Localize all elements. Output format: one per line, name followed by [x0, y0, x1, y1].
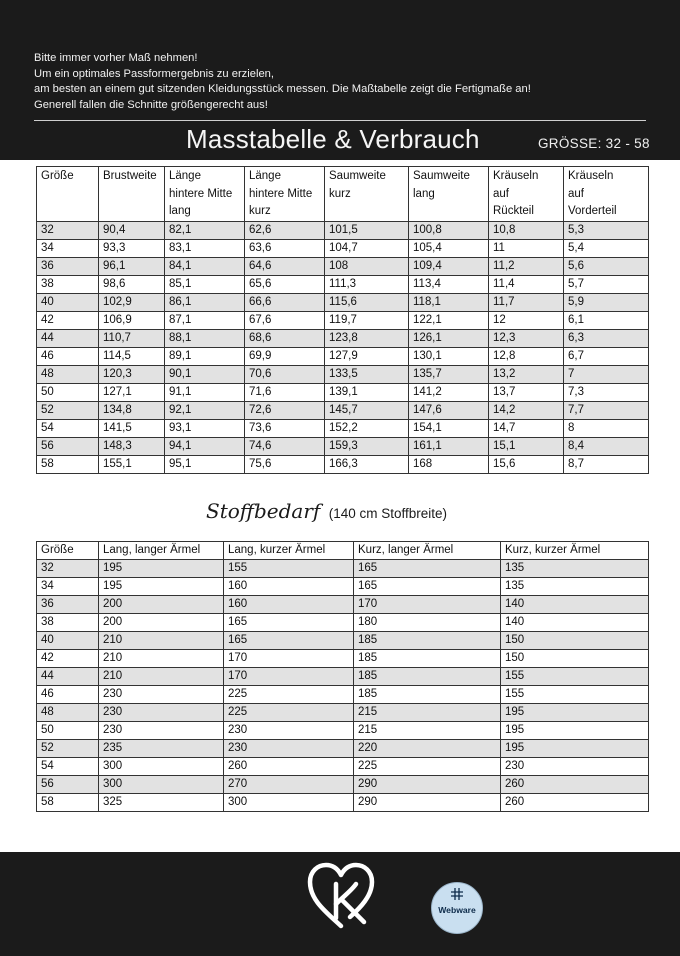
table-cell: 5,7	[564, 276, 649, 294]
table-cell: 115,6	[325, 294, 409, 312]
title-divider	[34, 120, 646, 121]
table-cell: 7	[564, 366, 649, 384]
column-header-line: Länge	[249, 170, 281, 182]
table-cell: 135	[501, 578, 649, 596]
table-row	[37, 632, 649, 650]
table-cell: 72,6	[245, 402, 325, 420]
table-row	[37, 258, 649, 276]
table-cell: 12	[489, 312, 564, 330]
table-cell: 155,1	[99, 456, 165, 474]
table-cell: 44	[37, 330, 99, 348]
table-cell: 90,4	[99, 222, 165, 240]
table-cell: 93,3	[99, 240, 165, 258]
table-cell: 95,1	[165, 456, 245, 474]
table-cell: 46	[37, 686, 99, 704]
table-cell: 165	[224, 632, 354, 650]
table-cell: 101,5	[325, 222, 409, 240]
table-cell: 8,7	[564, 456, 649, 474]
table-cell: 119,7	[325, 312, 409, 330]
table-cell: 36	[37, 596, 99, 614]
table-cell: 32	[37, 560, 99, 578]
table-cell: 170	[224, 668, 354, 686]
table-cell: 67,6	[245, 312, 325, 330]
table-cell: 48	[37, 704, 99, 722]
table-cell: 5,3	[564, 222, 649, 240]
table-row	[37, 794, 649, 812]
table-cell: 82,1	[165, 222, 245, 240]
table-cell: 62,6	[245, 222, 325, 240]
measurement-table	[36, 166, 649, 474]
table-cell: 150	[501, 632, 649, 650]
column-header	[165, 167, 245, 222]
size-range-label: GRÖSSE: 32 - 58	[538, 136, 650, 151]
table-cell: 260	[501, 794, 649, 812]
table-cell: 325	[99, 794, 224, 812]
table-cell: 127,1	[99, 384, 165, 402]
table-cell: 12,8	[489, 348, 564, 366]
fabric-table	[36, 541, 649, 812]
table-cell: 230	[224, 722, 354, 740]
table-cell: 5,9	[564, 294, 649, 312]
table-cell: 118,1	[409, 294, 489, 312]
column-header: Lang, kurzer Ärmel	[224, 542, 354, 560]
table-cell: 88,1	[165, 330, 245, 348]
table-cell: 168	[409, 456, 489, 474]
table-row	[37, 614, 649, 632]
table-cell: 105,4	[409, 240, 489, 258]
column-header-line: Brustweite	[103, 170, 157, 182]
table-cell: 34	[37, 578, 99, 596]
table-cell: 215	[354, 722, 501, 740]
table-row	[37, 312, 649, 330]
table-row	[37, 222, 649, 240]
table-cell: 145,7	[325, 402, 409, 420]
table-cell: 230	[224, 740, 354, 758]
table-cell: 210	[99, 668, 224, 686]
table-cell: 127,9	[325, 348, 409, 366]
table-row	[37, 596, 649, 614]
table-cell: 38	[37, 614, 99, 632]
table-cell: 200	[99, 614, 224, 632]
table-cell: 71,6	[245, 384, 325, 402]
table-row	[37, 722, 649, 740]
table-cell: 64,6	[245, 258, 325, 276]
table-cell: 210	[99, 650, 224, 668]
table-cell: 40	[37, 294, 99, 312]
table-row	[37, 704, 649, 722]
intro-line: am besten an einem gut sitzenden Kleidungsstück messen. Die Maßtabelle zeigt die Fertigmaße an!	[34, 83, 531, 96]
table-cell: 225	[354, 758, 501, 776]
column-header-line: auf	[568, 187, 584, 200]
table-cell: 109,4	[409, 258, 489, 276]
table-row	[37, 366, 649, 384]
table-cell: 185	[354, 650, 501, 668]
table-cell: 7,3	[564, 384, 649, 402]
table-cell: 96,1	[99, 258, 165, 276]
table-cell: 87,1	[165, 312, 245, 330]
table-cell: 32	[37, 222, 99, 240]
table-cell: 130,1	[409, 348, 489, 366]
table-cell: 135	[501, 560, 649, 578]
fabric-heading-script: Stoffbedarf	[206, 499, 321, 523]
table-cell: 126,1	[409, 330, 489, 348]
table-cell: 40	[37, 632, 99, 650]
column-header	[245, 167, 325, 222]
column-header-line: Länge	[169, 170, 201, 182]
table-cell: 220	[354, 740, 501, 758]
table-cell: 230	[99, 686, 224, 704]
table-cell: 102,9	[99, 294, 165, 312]
table-cell: 68,6	[245, 330, 325, 348]
table-cell: 122,1	[409, 312, 489, 330]
table-cell: 69,9	[245, 348, 325, 366]
table-cell: 195	[501, 722, 649, 740]
table-row	[37, 402, 649, 420]
column-header-line: hintere Mitte	[169, 187, 233, 200]
table-cell: 230	[99, 722, 224, 740]
table-row	[37, 650, 649, 668]
table-cell: 165	[354, 560, 501, 578]
table-cell: 108	[325, 258, 409, 276]
table-cell: 91,1	[165, 384, 245, 402]
table-cell: 195	[501, 740, 649, 758]
intro-line: Bitte immer vorher Maß nehmen!	[34, 52, 198, 64]
table-row	[37, 420, 649, 438]
table-cell: 65,6	[245, 276, 325, 294]
table-cell: 15,1	[489, 438, 564, 456]
column-header-line: kurz	[329, 187, 351, 200]
table-cell: 12,3	[489, 330, 564, 348]
column-header-line: lang	[169, 205, 191, 217]
heart-k-logo-icon	[304, 860, 378, 932]
table-cell: 84,1	[165, 258, 245, 276]
column-header	[99, 167, 165, 222]
table-cell: 5,4	[564, 240, 649, 258]
table-cell: 83,1	[165, 240, 245, 258]
table-cell: 11,7	[489, 294, 564, 312]
table-cell: 104,7	[325, 240, 409, 258]
table-cell: 66,6	[245, 294, 325, 312]
table-cell: 48	[37, 366, 99, 384]
table-row	[37, 384, 649, 402]
table-cell: 165	[224, 614, 354, 632]
table-cell: 6,7	[564, 348, 649, 366]
table-cell: 11	[489, 240, 564, 258]
fabric-width-note: (140 cm Stoffbreite)	[328, 506, 448, 521]
table-cell: 290	[354, 794, 501, 812]
table-cell: 54	[37, 758, 99, 776]
column-header-line: Vorderteil	[568, 205, 617, 217]
table-cell: 159,3	[325, 438, 409, 456]
table-cell: 260	[224, 758, 354, 776]
table-cell: 160	[224, 596, 354, 614]
table-row	[37, 276, 649, 294]
column-header: Lang, langer Ärmel	[99, 542, 224, 560]
table-cell: 36	[37, 258, 99, 276]
table-cell: 34	[37, 240, 99, 258]
table-cell: 200	[99, 596, 224, 614]
table-cell: 225	[224, 704, 354, 722]
table-cell: 73,6	[245, 420, 325, 438]
table-cell: 152,2	[325, 420, 409, 438]
webware-badge-label: Webware	[438, 905, 476, 915]
header-banner	[0, 0, 680, 160]
table-cell: 195	[99, 578, 224, 596]
table-cell: 195	[501, 704, 649, 722]
table-row	[37, 686, 649, 704]
table-row	[37, 776, 649, 794]
column-header: Größe	[37, 542, 99, 560]
webware-badge	[431, 882, 483, 934]
table-row	[37, 438, 649, 456]
table-cell: 134,8	[99, 402, 165, 420]
table-cell: 148,3	[99, 438, 165, 456]
table-cell: 135,7	[409, 366, 489, 384]
table-cell: 42	[37, 312, 99, 330]
table-cell: 8,4	[564, 438, 649, 456]
table-cell: 50	[37, 722, 99, 740]
table-row	[37, 668, 649, 686]
table-row	[37, 560, 649, 578]
table-cell: 185	[354, 632, 501, 650]
table-cell: 165	[354, 578, 501, 596]
table-row	[37, 578, 649, 596]
column-header: Kurz, langer Ärmel	[354, 542, 501, 560]
column-header-line: auf	[493, 187, 509, 200]
table-cell: 140	[501, 614, 649, 632]
table-cell: 56	[37, 438, 99, 456]
table-cell: 58	[37, 794, 99, 812]
table-cell: 98,6	[99, 276, 165, 294]
table-cell: 54	[37, 420, 99, 438]
table-cell: 155	[501, 668, 649, 686]
table-cell: 70,6	[245, 366, 325, 384]
table-cell: 170	[354, 596, 501, 614]
table-cell: 110,7	[99, 330, 165, 348]
table-cell: 14,7	[489, 420, 564, 438]
table-cell: 74,6	[245, 438, 325, 456]
table-cell: 13,2	[489, 366, 564, 384]
table-cell: 133,5	[325, 366, 409, 384]
table-cell: 52	[37, 740, 99, 758]
table-cell: 111,3	[325, 276, 409, 294]
table-cell: 15,6	[489, 456, 564, 474]
table-row	[37, 240, 649, 258]
table-cell: 225	[224, 686, 354, 704]
table-cell: 114,5	[99, 348, 165, 366]
column-header	[409, 167, 489, 222]
table-cell: 120,3	[99, 366, 165, 384]
table-cell: 11,2	[489, 258, 564, 276]
table-cell: 7,7	[564, 402, 649, 420]
column-header-line: Saumweite	[329, 170, 386, 182]
table-cell: 170	[224, 650, 354, 668]
table-cell: 155	[501, 686, 649, 704]
table-cell: 10,8	[489, 222, 564, 240]
table-cell: 154,1	[409, 420, 489, 438]
table-cell: 94,1	[165, 438, 245, 456]
intro-line: Generell fallen die Schnitte größengerecht aus!	[34, 98, 268, 111]
table-cell: 113,4	[409, 276, 489, 294]
table-row	[37, 456, 649, 474]
table-cell: 85,1	[165, 276, 245, 294]
column-header-line: kurz	[249, 205, 271, 217]
table-cell: 210	[99, 632, 224, 650]
table-cell: 180	[354, 614, 501, 632]
table-cell: 46	[37, 348, 99, 366]
table-cell: 260	[501, 776, 649, 794]
table-cell: 166,3	[325, 456, 409, 474]
table-cell: 63,6	[245, 240, 325, 258]
table-cell: 56	[37, 776, 99, 794]
page-title: Masstabelle & Verbrauch	[186, 124, 480, 154]
table-cell: 161,1	[409, 438, 489, 456]
table-cell: 185	[354, 686, 501, 704]
table-cell: 235	[99, 740, 224, 758]
table-cell: 50	[37, 384, 99, 402]
table-cell: 75,6	[245, 456, 325, 474]
table-cell: 38	[37, 276, 99, 294]
table-cell: 185	[354, 668, 501, 686]
table-cell: 58	[37, 456, 99, 474]
table-row	[37, 348, 649, 366]
table-row	[37, 740, 649, 758]
column-header-line: lang	[413, 187, 435, 200]
table-cell: 89,1	[165, 348, 245, 366]
hash-icon	[451, 888, 463, 900]
table-cell: 92,1	[165, 402, 245, 420]
table-cell: 123,8	[325, 330, 409, 348]
table-cell: 141,2	[409, 384, 489, 402]
table-cell: 100,8	[409, 222, 489, 240]
column-header	[325, 167, 409, 222]
table-cell: 13,7	[489, 384, 564, 402]
column-header: Kurz, kurzer Ärmel	[501, 542, 649, 560]
table-cell: 8	[564, 420, 649, 438]
table-cell: 300	[224, 794, 354, 812]
table-cell: 150	[501, 650, 649, 668]
table-cell: 5,6	[564, 258, 649, 276]
table-row	[37, 758, 649, 776]
column-header	[564, 167, 649, 222]
table-row	[37, 330, 649, 348]
column-header	[37, 167, 99, 222]
table-cell: 106,9	[99, 312, 165, 330]
table-cell: 11,4	[489, 276, 564, 294]
table-cell: 141,5	[99, 420, 165, 438]
table-cell: 230	[99, 704, 224, 722]
table-cell: 230	[501, 758, 649, 776]
table-cell: 44	[37, 668, 99, 686]
table-cell: 6,1	[564, 312, 649, 330]
table-cell: 86,1	[165, 294, 245, 312]
table-cell: 147,6	[409, 402, 489, 420]
table-cell: 195	[99, 560, 224, 578]
table-cell: 52	[37, 402, 99, 420]
table-cell: 300	[99, 776, 224, 794]
fabric-requirement-heading	[206, 499, 447, 523]
table-cell: 93,1	[165, 420, 245, 438]
table-cell: 215	[354, 704, 501, 722]
table-row	[37, 294, 649, 312]
column-header-line: hintere Mitte	[249, 187, 313, 200]
column-header-line: Rückteil	[493, 205, 534, 217]
intro-line: Um ein optimales Passformergebnis zu erzielen,	[34, 67, 275, 80]
table-cell: 90,1	[165, 366, 245, 384]
table-cell: 14,2	[489, 402, 564, 420]
column-header-line: Kräuseln	[568, 170, 614, 182]
table-cell: 6,3	[564, 330, 649, 348]
table-cell: 140	[501, 596, 649, 614]
column-header-line: Größe	[41, 170, 74, 182]
table-cell: 300	[99, 758, 224, 776]
table-cell: 42	[37, 650, 99, 668]
table-cell: 160	[224, 578, 354, 596]
table-cell: 290	[354, 776, 501, 794]
table-cell: 155	[224, 560, 354, 578]
column-header-line: Saumweite	[413, 170, 470, 182]
table-cell: 270	[224, 776, 354, 794]
column-header-line: Kräuseln	[493, 170, 539, 182]
intro-text	[34, 51, 531, 113]
column-header	[489, 167, 564, 222]
table-cell: 139,1	[325, 384, 409, 402]
